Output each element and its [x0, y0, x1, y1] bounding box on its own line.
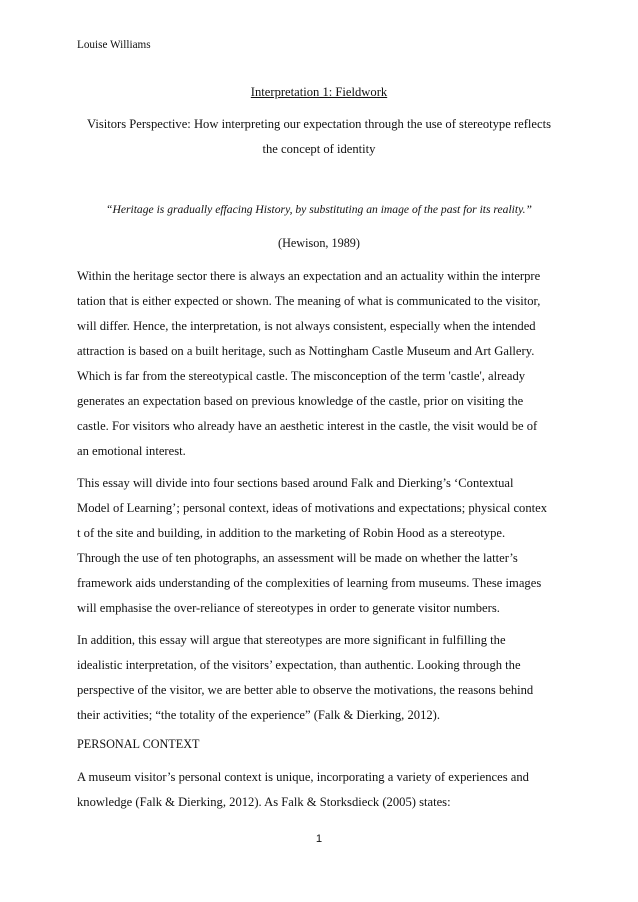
section-paragraph-line: knowledge (Falk & Dierking, 2012). As Falk & Storksdieck (2005) states: — [77, 795, 451, 809]
paragraph-1-line: tation that is either expected or shown. The meaning of what is communicated to the visitor, — [77, 294, 541, 308]
paragraph-3-line: perspective of the visitor, we are better able to observe the motivations, the reasons behind — [77, 683, 534, 697]
paragraph-1-line: generates an expectation based on previous knowledge of the castle, prior on visiting the — [77, 394, 524, 408]
section-paragraph-line: A museum visitor’s personal context is unique, incorporating a variety of experiences and — [77, 770, 529, 784]
paragraph-1-line: will differ. Hence, the interpretation, is not always consistent, especially when the intended — [77, 319, 536, 333]
document-subtitle-line-2: the concept of identity — [262, 142, 376, 156]
epigraph-quote: “Heritage is gradually effacing History, by substituting an image of the past for its reality.” — [106, 203, 532, 216]
paragraph-1-line: Within the heritage sector there is always an expectation and an actuality within the interpre — [77, 269, 541, 283]
page-number: 1 — [315, 833, 323, 845]
paragraph-3-line: their activities; “the totality of the experience” (Falk & Dierking, 2012). — [77, 708, 440, 722]
paragraph-1-line: Which is far from the stereotypical castle. The misconception of the term 'castle', already — [77, 369, 526, 383]
paragraph-3-line: In addition, this essay will argue that stereotypes are more significant in fulfilling the — [77, 633, 506, 647]
document-title: Interpretation 1: Fieldwork — [250, 85, 388, 99]
paragraph-3-line: idealistic interpretation, of the visitors’ expectation, than authentic. Looking through the — [77, 658, 521, 672]
epigraph-citation: (Hewison, 1989) — [278, 236, 360, 250]
section-heading: PERSONAL CONTEXT — [77, 737, 200, 751]
paragraph-2-line: t of the site and building, in addition to the marketing of Robin Hood as a stereotype. — [77, 526, 506, 540]
paragraph-1-line: castle. For visitors who already have an aesthetic interest in the castle, the visit would be of — [77, 419, 538, 433]
paragraph-1-line: an emotional interest. — [77, 444, 186, 458]
document-subtitle-line-1: Visitors Perspective: How interpreting our expectation through the use of stereotype reflects — [86, 117, 552, 131]
paragraph-2-line: framework aids understanding of the complexities of learning from museums. These images — [77, 576, 542, 590]
page-header-author: Louise Williams — [77, 39, 151, 51]
paragraph-2-line: This essay will divide into four sections based around Falk and Dierking’s ‘Contextual — [77, 476, 514, 490]
paragraph-1-line: attraction is based on a built heritage, such as Nottingham Castle Museum and Art Gallery. — [77, 344, 535, 358]
paragraph-2-line: Through the use of ten photographs, an assessment will be made on whether the latter’s — [77, 551, 518, 565]
paragraph-2-line: will emphasise the over-reliance of stereotypes in order to generate visitor numbers. — [77, 601, 500, 615]
paragraph-2-line: Model of Learning’; personal context, ideas of motivations and expectations; physical contex — [77, 501, 548, 515]
